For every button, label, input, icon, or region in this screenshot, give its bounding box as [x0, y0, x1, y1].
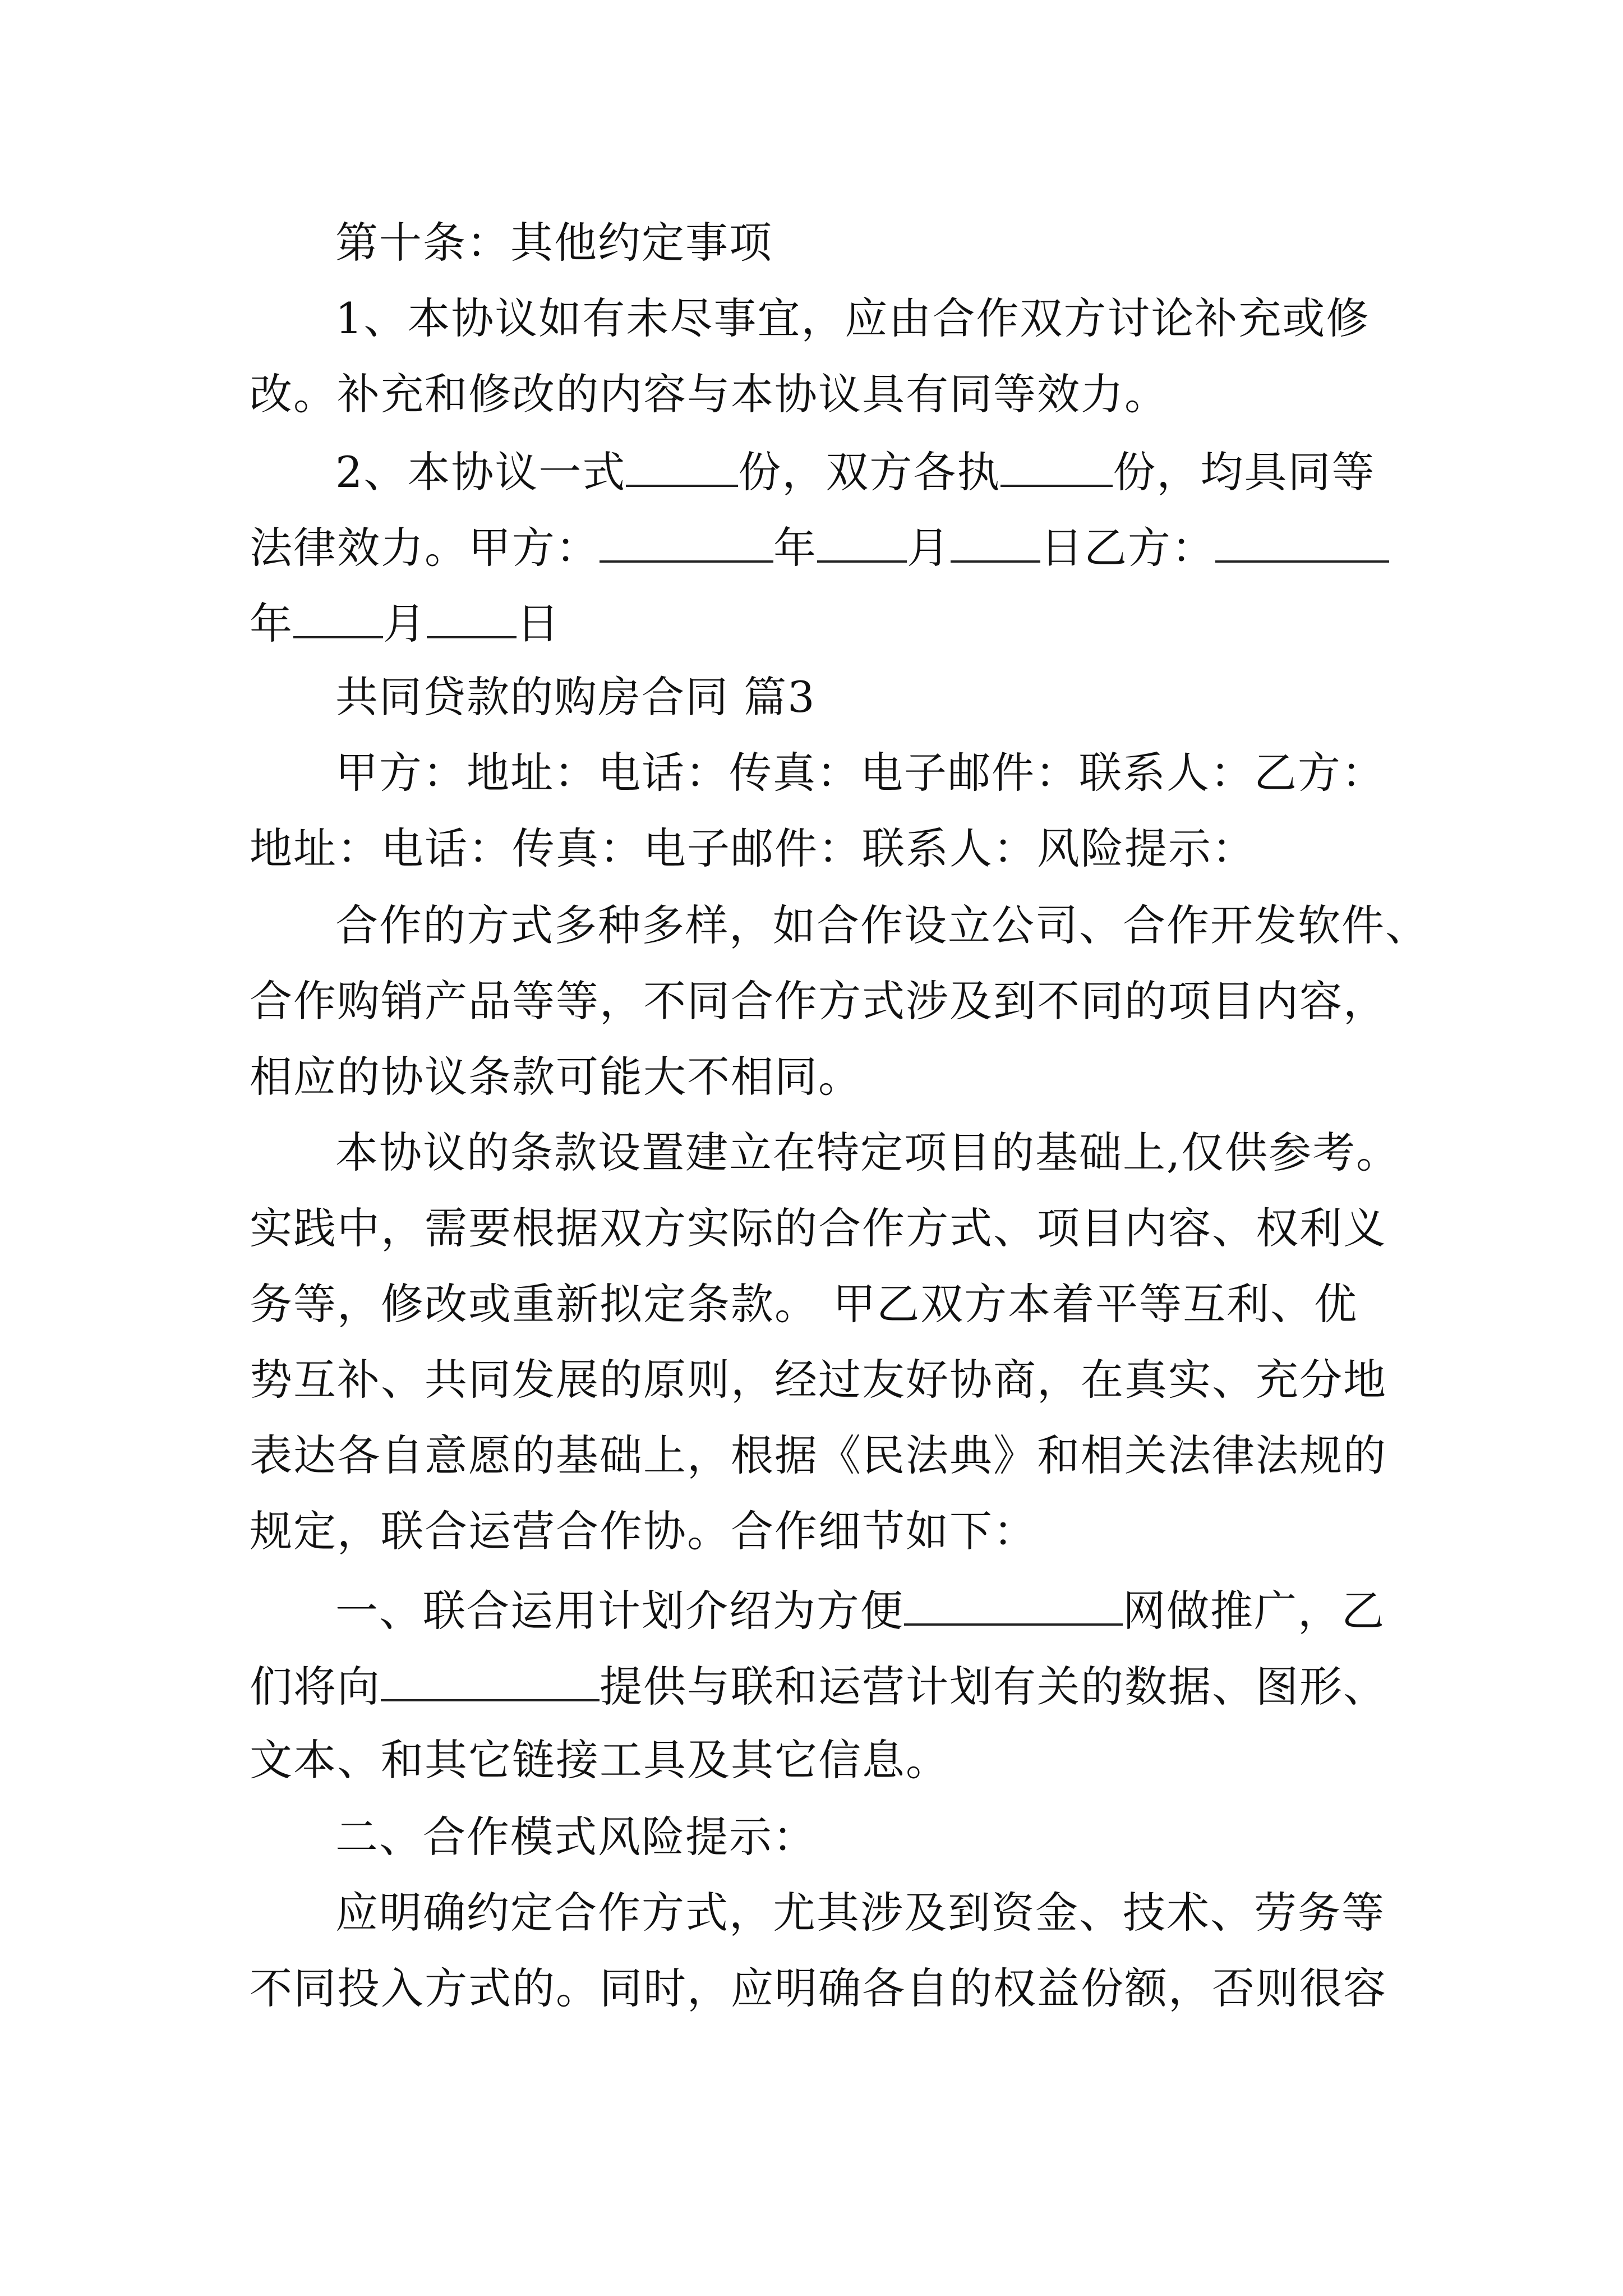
text-segment: 网做推广，乙: [1123, 1586, 1385, 1636]
paragraph-line: [250, 599, 560, 648]
paragraph-line: 本协议的条款设置建立在特定项目的基础上,仅供参考。: [335, 1128, 1400, 1177]
paragraph-line: 表达各自意愿的基础上，根据《民法典》和相关法律法规的: [250, 1430, 1387, 1480]
section-title: 共同贷款的购房合同 篇3: [335, 672, 816, 722]
text-segment: 法律效力。甲方：: [250, 523, 600, 573]
paragraph-line: [335, 1586, 1385, 1636]
copies-blank[interactable]: [626, 449, 738, 487]
text-segment: 份，双方各执: [738, 447, 1001, 497]
paragraph-line: [250, 523, 1389, 573]
party-b-day-blank[interactable]: [427, 600, 517, 638]
paragraph-line: 合作的方式多种多样，如合作设立公司、合作开发软件、: [335, 900, 1429, 950]
party-b-month-blank[interactable]: [293, 600, 383, 638]
text-segment: 月: [907, 523, 951, 573]
party-a-day-blank[interactable]: [951, 524, 1040, 563]
party-a-year-blank[interactable]: [600, 524, 773, 563]
section-heading: 二、合作模式风险提示：: [335, 1812, 817, 1862]
text-segment: 提供与联和运营计划有关的数据、图形、: [600, 1662, 1387, 1711]
paragraph-line: [335, 447, 1376, 497]
text-segment: 年: [773, 523, 817, 573]
text-segment: 日乙方：: [1040, 523, 1215, 573]
paragraph-line: 务等，修改或重新拟定条款。 甲乙双方本着平等互利、优: [250, 1279, 1358, 1329]
paragraph-line: 规定，联合运营合作协。合作细节如下：: [250, 1506, 1037, 1556]
copies-each-blank[interactable]: [1000, 449, 1113, 487]
paragraph-line: 1、本协议如有未尽事宜，应由合作双方讨论补充或修: [335, 293, 1370, 343]
article-10-heading: 第十条：其他约定事项: [335, 218, 773, 268]
recipient-blank[interactable]: [381, 1663, 600, 1701]
text-segment: 们将向: [250, 1662, 381, 1711]
text-segment: 一、联合运用计划介绍为方便: [335, 1586, 904, 1636]
paragraph-line: 实践中，需要根据双方实际的合作方式、项目内容、权利义: [250, 1203, 1387, 1253]
paragraph-line: 应明确约定合作方式，尤其涉及到资金、技术、劳务等: [335, 1888, 1385, 1938]
paragraph-line: 不同投入方式的。同时，应明确各自的权益份额，否则很容: [250, 1963, 1387, 2013]
paragraph-line: 文本、和其它链接工具及其它信息。: [250, 1735, 949, 1785]
text-segment: 年: [250, 599, 293, 648]
text-segment: 2、本协议一式: [335, 447, 626, 497]
party-a-month-blank[interactable]: [817, 524, 907, 563]
paragraph-line: [250, 1662, 1387, 1711]
text-segment: 日: [517, 599, 560, 648]
paragraph-line: 势互补、共同发展的原则，经过友好协商，在真实、充分地: [250, 1355, 1387, 1405]
paragraph-line: 地址：电话：传真：电子邮件：联系人：风险提示：: [250, 823, 1256, 873]
paragraph-line: 甲方：地址：电话：传真：电子邮件：联系人：乙方：: [335, 748, 1385, 798]
text-segment: 月: [383, 599, 427, 648]
paragraph-line: 相应的协议条款可能大不相同。: [250, 1052, 862, 1102]
text-segment: 份，均具同等: [1113, 447, 1376, 497]
paragraph-line: 合作购销产品等等，不同合作方式涉及到不同的项目内容，: [250, 976, 1387, 1026]
party-b-year-blank[interactable]: [1215, 524, 1389, 563]
website-blank[interactable]: [904, 1588, 1123, 1626]
paragraph-line: 改。补充和修改的内容与本协议具有同等效力。: [250, 369, 1168, 419]
